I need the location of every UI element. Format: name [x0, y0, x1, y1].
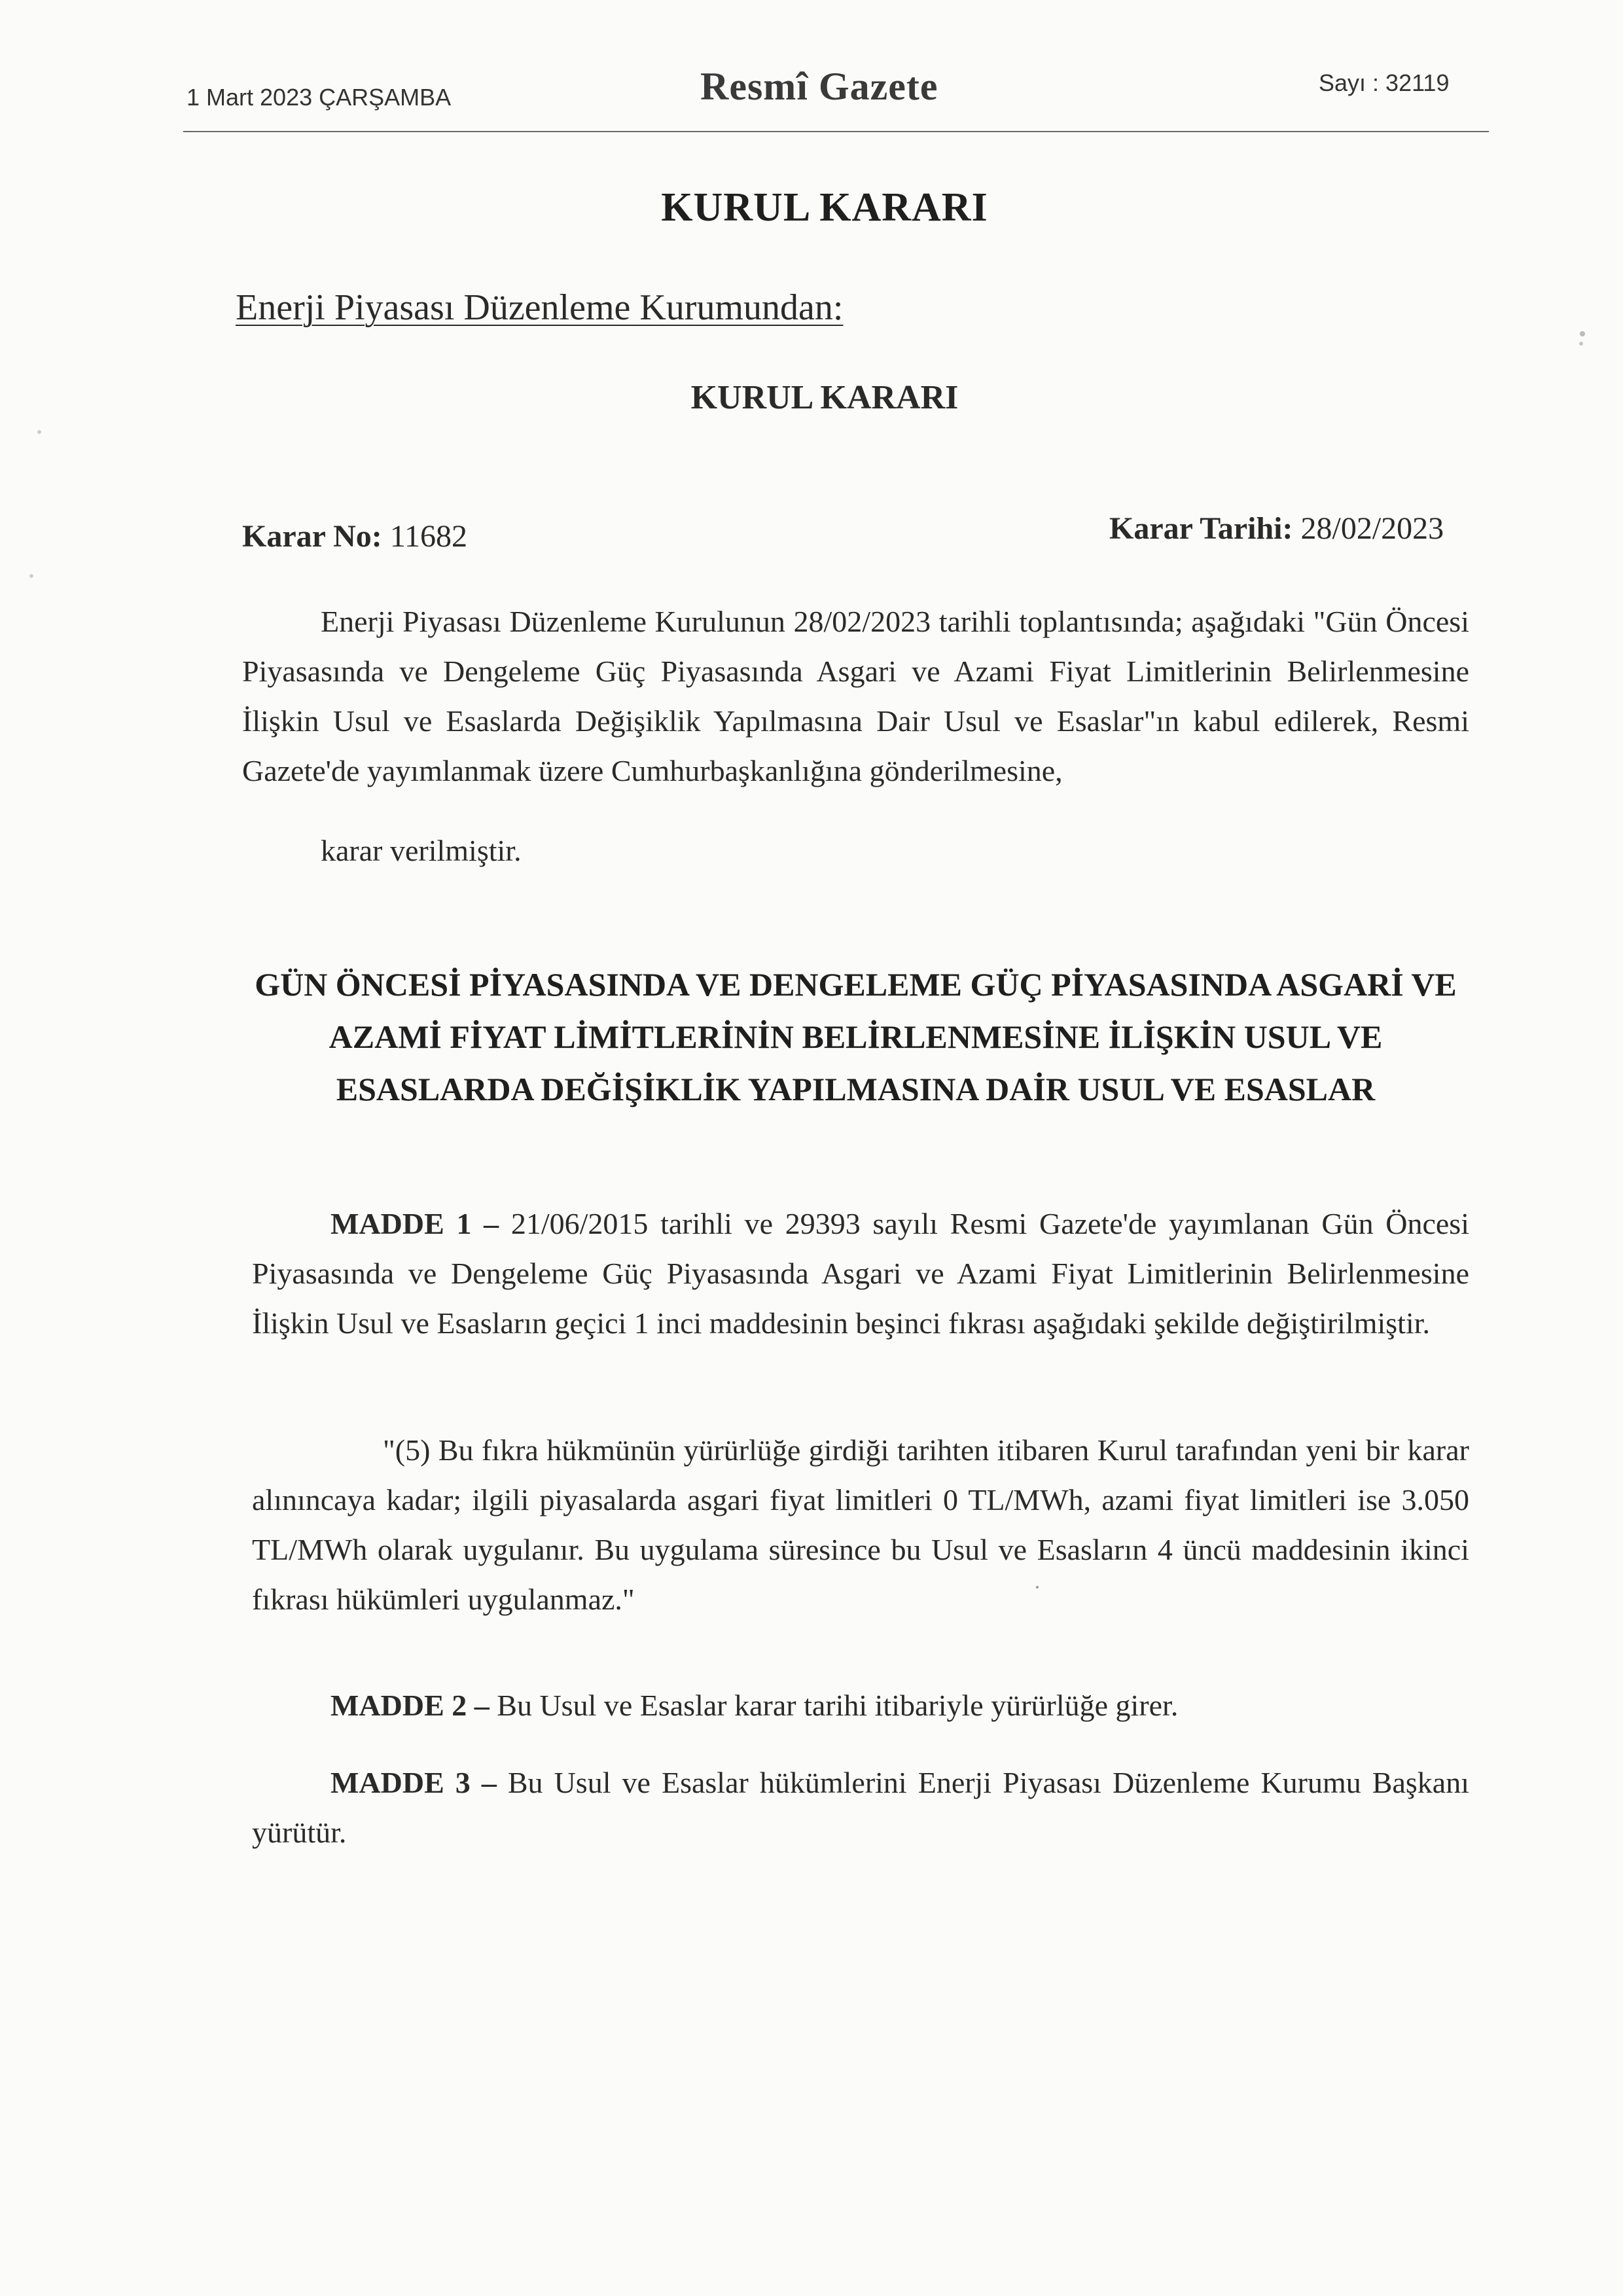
issuing-institution: Enerji Piyasası Düzenleme Kurumundan:: [236, 287, 844, 328]
intro-paragraph: Enerji Piyasası Düzenleme Kurulunun 28/02/2023 tarihli toplantısında; aşağıdaki "Gün Öncesi Piyasasında ve Dengeleme Güç Piyasasında Asgari ve Azami Fiyat Limitlerinin Belirlenmesine İlişkin Usul ve Esaslarda Değişiklik Yapılmasına Dair Usul ve Esaslar"ın kabul edilerek, Resmi Gazete'de yayımlanmak üzere Cumhurbaşkanlığına gönderilmesine,: [242, 605, 1469, 787]
article-2: [330, 1681, 1469, 1731]
decision-number: [242, 518, 467, 554]
document-title: KURUL KARARI: [661, 185, 988, 230]
decision-date-label: Karar Tarihi:: [1109, 511, 1293, 546]
article-3: [252, 1758, 1469, 1857]
article-3-text: Bu Usul ve Esaslar hükümlerini Enerji Piyasası Düzenleme Kurumu Başkanı yürütür.: [252, 1766, 1469, 1849]
publication-name: Resmî Gazete: [700, 65, 938, 108]
decision-number-value: 11682: [389, 519, 467, 554]
decision-number-label: Karar No:: [242, 519, 382, 554]
decision-date: [1109, 511, 1444, 547]
article-1-text: 21/06/2015 tarihli ve 29393 sayılı Resmi Gazete'de yayımlanan Gün Öncesi Piyasasında ve Dengeleme Güç Piyasasında Asgari ve Azami Fiyat Limitlerinin Belirlenmesine İlişkin Usul ve Esasların geçici 1 inci maddesinin beşinci fıkrası aşağıdaki şekilde değiştirilmiştir.: [252, 1207, 1469, 1340]
article-1: [252, 1199, 1469, 1348]
article-2-label: MADDE 2 –: [330, 1689, 490, 1722]
article-1-quote: "(5) Bu fıkra hükmünün yürürlüğe girdiği tarihten itibaren Kurul tarafından yeni bir karar alınıncaya kadar; ilgili piyasalarda asgari fiyat limitleri 0 TL/MWh, azami fiyat limitleri ise 3.050 TL/MWh olarak uygulanır. Bu uygulama süresince bu Usul ve Esasların 4 üncü maddesinin ikinci fıkrası hükümleri uygulanmaz.": [252, 1433, 1469, 1616]
regulation-heading: GÜN ÖNCESİ PİYASASINDA VE DENGELEME GÜÇ PİYASASINDA ASGARİ VE AZAMİ FİYAT LİMİTLERİNİN BELİRLENMESİNE İLİŞKİN USUL VE ESASLARDA DEĞİŞİKLİK YAPILMASINA DAİR USUL VE ESASLAR: [255, 966, 1457, 1107]
article-1-label: MADDE 1 –: [330, 1207, 499, 1240]
header-rule: [183, 131, 1489, 132]
article-2-text: Bu Usul ve Esaslar karar tarihi itibariyle yürürlüğe girer.: [497, 1689, 1179, 1722]
article-3-label: MADDE 3 –: [330, 1766, 497, 1799]
issue-date: 1 Mart 2023 ÇARŞAMBA: [187, 84, 452, 111]
issue-number: Sayı : 32119: [1319, 69, 1450, 96]
decision-subtitle: KURUL KARARI: [690, 379, 959, 416]
verdict-line: karar verilmiştir.: [321, 834, 522, 867]
decision-date-value: 28/02/2023: [1300, 511, 1444, 546]
